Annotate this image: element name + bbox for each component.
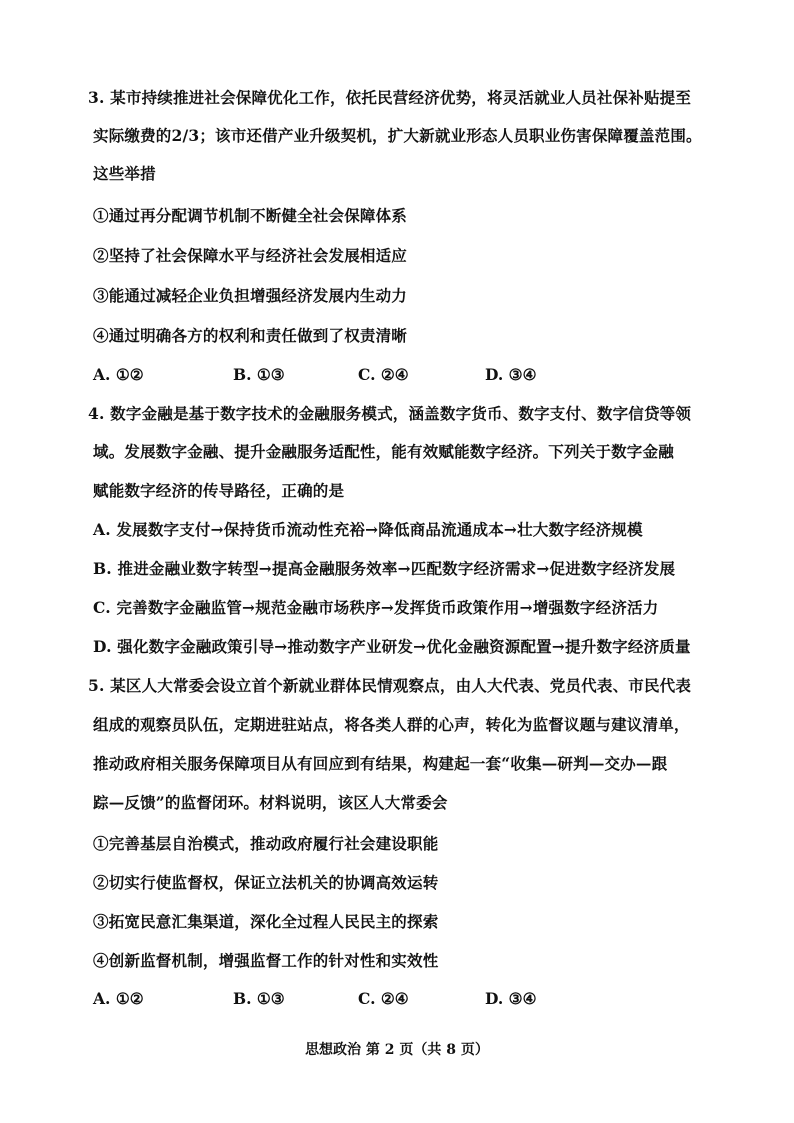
question-4-option-a: A. 发展数字支付→保持货币流动性充裕→降低商品流通成本→壮大数字经济规模 [93, 520, 643, 539]
question-4-option-d: D. 强化数字金融政策引导→推动数字产业研发→优化金融资源配置→提升数字经济质量 [93, 637, 691, 656]
question-4-stem-line-3: 赋能数字经济的传导路径，正确的是 [93, 481, 345, 500]
question-3-choice-a: A. ①② [93, 365, 144, 384]
question-5-item-4: ④创新监督机制，增强监督工作的针对性和实效性 [93, 951, 439, 970]
question-5-stem-line-2: 组成的观察员队伍，定期进驻站点，将各类人群的心声，转化为监督议题与建议清单， [93, 715, 690, 734]
question-5-item-3: ③拓宽民意汇集渠道，深化全过程人民民主的探索 [93, 912, 439, 931]
question-5-stem-line-1: 5. 某区人大常委会设立首个新就业群体民情观察点，由人大代表、党员代表、市民代表 [88, 676, 692, 695]
question-3-item-4: ④通过明确各方的权利和责任做到了权责清晰 [93, 326, 408, 345]
question-3-choice-b: B. ①③ [233, 365, 285, 384]
question-3-item-1: ①通过再分配调节机制不断健全社会保障体系 [93, 206, 408, 225]
question-5-choice-c: C. ②④ [358, 989, 409, 1008]
question-5-choice-b: B. ①③ [233, 989, 285, 1008]
question-4-option-c: C. 完善数字金融监管→规范金融市场秩序→发挥货币政策作用→增强数字经济活力 [93, 598, 659, 617]
question-3-choice-d: D. ③④ [485, 365, 537, 384]
question-3-item-3: ③能通过减轻企业负担增强经济发展内生动力 [93, 286, 408, 305]
question-4-stem-line-2: 域。发展数字金融、提升金融服务适配性，能有效赋能数字经济。下列关于数字金融 [93, 442, 674, 461]
question-5-stem-line-3: 推动政府相关服务保障项目从有回应到有结果，构建起一套“收集—研判—交办—跟 [93, 754, 668, 773]
question-5-item-1: ①完善基层自治模式，推动政府履行社会建设职能 [93, 834, 439, 853]
question-3-stem-line-2: 实际缴费的2/3；该市还借产业升级契机，扩大新就业形态人员职业伤害保障覆盖范围。 [93, 126, 702, 145]
question-5-item-2: ②切实行使监督权，保证立法机关的协调高效运转 [93, 873, 439, 892]
question-3-choice-c: C. ②④ [358, 365, 409, 384]
question-5-choice-a: A. ①② [93, 989, 144, 1008]
question-5-choice-d: D. ③④ [485, 989, 537, 1008]
question-3-item-2: ②坚持了社会保障水平与经济社会发展相适应 [93, 246, 408, 265]
question-4-stem-line-1: 4. 数字金融是基于数字技术的金融服务模式，涵盖数字货币、数字支付、数字信贷等领 [88, 404, 692, 423]
question-3-stem-line-1: 3. 某市持续推进社会保障优化工作，依托民营经济优势，将灵活就业人员社保补贴提至 [88, 88, 692, 107]
page-footer: 思想政治 第 2 页（共 8 页） [305, 1042, 489, 1058]
question-3-stem-line-3: 这些举措 [93, 164, 156, 183]
question-4-option-b: B. 推进金融业数字转型→提高金融服务效率→匹配数字经济需求→促进数字经济发展 [93, 559, 676, 578]
question-5-stem-line-4: 踪—反馈”的监督闭环。材料说明，该区人大常委会 [93, 793, 448, 812]
